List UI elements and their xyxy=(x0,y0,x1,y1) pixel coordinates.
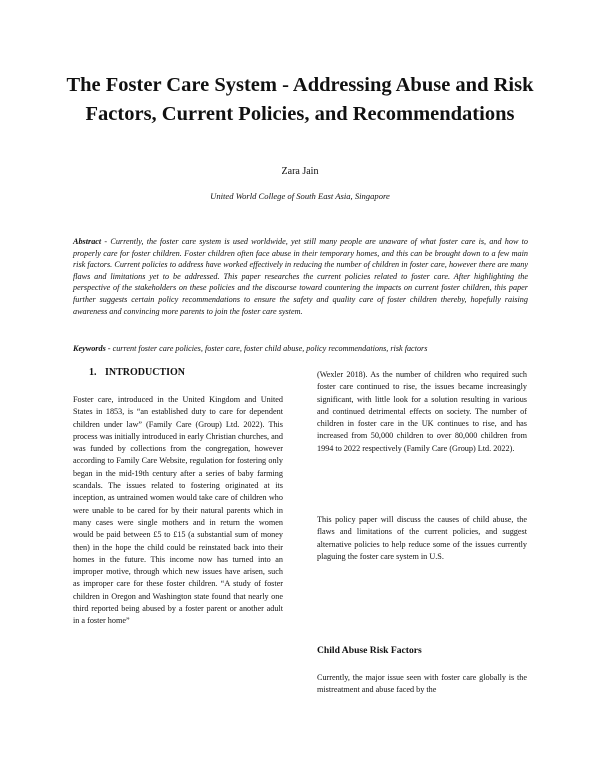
intro-paragraph-right: (Wexler 2018). As the number of children who required such foster care continued to rise, the issues became increasingly significant, with little look for a solution resulting in various and continued detrimental effects on society. The number of children in foster care in the UK continues to rise, and has increased from 50,000 children to over 80,000 children from 1994 to 2022 respectively (Family Care (Group) Ltd. 2022). xyxy=(317,370,527,453)
section-heading-introduction xyxy=(89,367,185,378)
keywords xyxy=(73,344,528,353)
abstract xyxy=(73,236,528,317)
paper-title: The Foster Care System - Addressing Abuse and Risk Factors, Current Policies, and Recommendations xyxy=(66,74,534,125)
abstract-label: Abstract xyxy=(73,237,102,246)
author-affiliation: United World College of South East Asia, Singapore xyxy=(210,191,390,201)
author-name: Zara Jain xyxy=(281,166,319,177)
intro-paragraph-left: Foster care, introduced in the United Kingdom and United States in 1853, is “an established duty to care for dependent children under law” (Family Care (Group) Ltd. 2022). This process was initially introduced in early Christian churches, and was funded by collections from the congregation, however according to Family Care Website, regulation for fostering only began in the mid-19th century after a series of baby farming scandals. The issues related to fostering originated at its inception, as untrained women would take care of children who were unable to be cared for by their natural parents which in many cases were single mothers and in return the women would be paid between £5 to £15 (a substantial sum of money then) in the hope the child could be reinstated back into their homes in the future. This income now has turned into an improper motive, through which new issues have arisen, such as improper care for these foster children. “A study of foster children in Oregon and Washington state found that nearly one third reported being abused by a foster parent or another adult in a foster home” xyxy=(73,395,283,626)
abstract-text: - Currently, the foster care system is used worldwide, yet still many people are unaware of what foster care is, and how to properly care for foster children. Foster children often face abuse in their temporary homes, and this can be brought down to a few main risk factors. Current policies to address have worked effectively in reducing the number of children in foster care, however there are many flaws and limitations yet to be addressed. This paper researches the current policies related to foster care. After highlighting the perspective of the stakeholders on these policies and the discourse toward countering the impacts on current foster children, this paper further suggests certain policy recommendations to ensure the safety and quality care of foster children thereby, hopefully raising awareness and convincing more parents to join the foster care system. xyxy=(73,237,528,316)
policy-paper-paragraph: This policy paper will discuss the causes of child abuse, the flaws and limitations of the current policies, and suggest alternative policies to help reduce some of the issues currently plaguing the foster care system in U.S. xyxy=(317,515,527,561)
keywords-text: - current foster care policies, foster care, foster child abuse, policy recommendations, risk factors xyxy=(105,344,428,353)
risk-factors-paragraph: Currently, the major issue seen with foster care globally is the mistreatment and abuse faced by the xyxy=(317,673,527,695)
section-heading-risk-factors: Child Abuse Risk Factors xyxy=(317,645,422,656)
keywords-label: Keywords xyxy=(73,344,106,353)
section-title: INTRODUCTION xyxy=(105,367,186,378)
section-number: 1. xyxy=(89,367,97,378)
